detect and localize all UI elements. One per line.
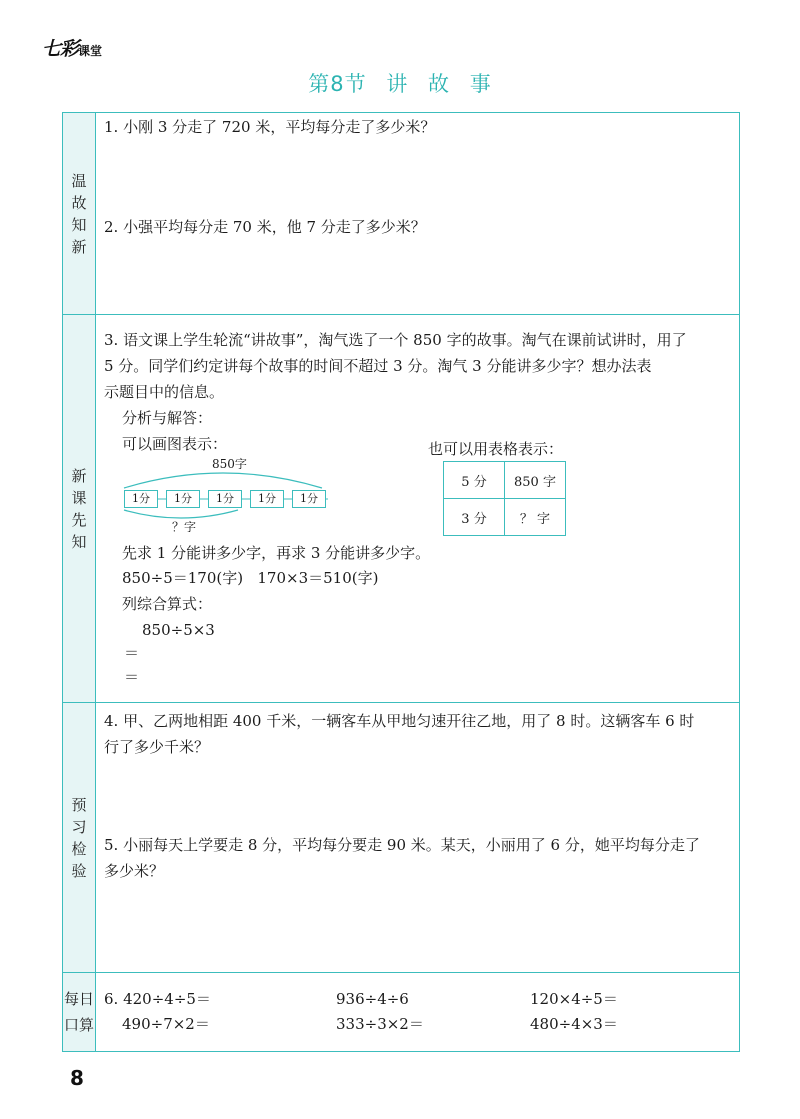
diagram-segment: 1分 (208, 490, 242, 508)
oral-calc-item: 333÷3×2＝ (336, 1015, 424, 1033)
equals-line-2: ＝ (124, 668, 140, 686)
question-1: 1. 小刚 3 分走了 720 米，平均每分走了多少米？ (104, 118, 436, 136)
row-divider-2 (62, 702, 740, 703)
combined-expression: 850÷5×3 (142, 621, 215, 639)
table-label: 也可以用表格表示： (428, 440, 564, 458)
table-cell: 3 分 (444, 499, 505, 536)
question-5-line-1: 5. 小丽每天上学要走 8 分，平均每分要走 90 米。某天，小丽用了 6 分，她平均每分走了 (104, 836, 700, 854)
table-cell: 850 字 (505, 462, 566, 499)
section-label-daily: 每日口算 (63, 973, 95, 1051)
diagram-question-label: ？字 (172, 520, 197, 534)
brand-name: 七彩 (42, 38, 79, 60)
title-char-2: 故 (428, 72, 451, 96)
oral-calc-item: 490÷7×2＝ (122, 1015, 210, 1033)
diagram-segment: 1分 (124, 490, 158, 508)
question-3-line-2: 5 分。同学们约定讲每个故事的时间不超过 3 分。淘气 3 分能讲多少字？想办法表 (104, 357, 652, 375)
table-cell: 5 分 (444, 462, 505, 499)
oral-calc-item: 480÷4×3＝ (530, 1015, 618, 1033)
question-5-line-2: 多少米？ (104, 862, 165, 880)
question-3 (104, 327, 732, 405)
section-number: 第8节 (308, 72, 367, 96)
section-label-new-lesson: 新课先知 (63, 315, 95, 702)
equals-line-1: ＝ (124, 644, 140, 662)
section-label-review: 温故知新 (63, 113, 95, 314)
question-4-line-1: 4. 甲、乙两地相距 400 千米，一辆客车从甲地匀速开往乙地，用了 8 时。这辆客车 6 时 (104, 712, 695, 730)
oral-calc-item: 120×4÷5＝ (530, 990, 618, 1008)
combined-label: 列综合算式： (122, 595, 213, 613)
diagram-segment: 1分 (250, 490, 284, 508)
question-3-line-1: 3. 语文课上学生轮流“讲故事”，淘气选了一个 850 字的故事。淘气在课前试讲时，用了 (104, 331, 687, 349)
page-title (0, 68, 800, 98)
part-brace (124, 510, 238, 518)
draw-label: 可以画图表示： (122, 435, 228, 453)
question-4-line-2: 行了多少千米？ (104, 738, 210, 756)
section-label-preview: 预习检验 (63, 703, 95, 972)
question-4 (104, 708, 732, 760)
question-3-line-3: 示题目中的信息。 (104, 383, 225, 401)
title-char-3: 事 (469, 72, 492, 96)
brand-logo (42, 34, 102, 61)
oral-calc-item: 936÷4÷6 (336, 990, 409, 1008)
brand-suffix: 课堂 (78, 44, 103, 58)
diagram-segment: 1分 (292, 490, 326, 508)
oral-calc-item: 6. 420÷4÷5＝ (104, 990, 211, 1008)
title-char-1: 讲 (386, 72, 409, 96)
solution-step: 先求 1 分能讲多少字，再求 3 分能讲多少字。 (122, 544, 431, 562)
solution-calc: 850÷5＝170(字) 170×3＝510(字) (122, 569, 379, 587)
question-5 (104, 832, 732, 884)
row-divider-1 (62, 314, 740, 315)
diagram-total-label: 850字 (212, 457, 247, 471)
diagram-segment: 1分 (166, 490, 200, 508)
table-cell: ？ 字 (505, 499, 566, 536)
question-2: 2. 小强平均每分走 70 米，他 7 分走了多少米？ (104, 218, 426, 236)
label-column-divider (95, 112, 96, 1052)
analysis-label: 分析与解答： (122, 409, 213, 427)
page-number: 8 (70, 1066, 84, 1090)
row-divider-3 (62, 972, 740, 973)
total-brace (124, 473, 322, 488)
info-table (443, 461, 566, 536)
